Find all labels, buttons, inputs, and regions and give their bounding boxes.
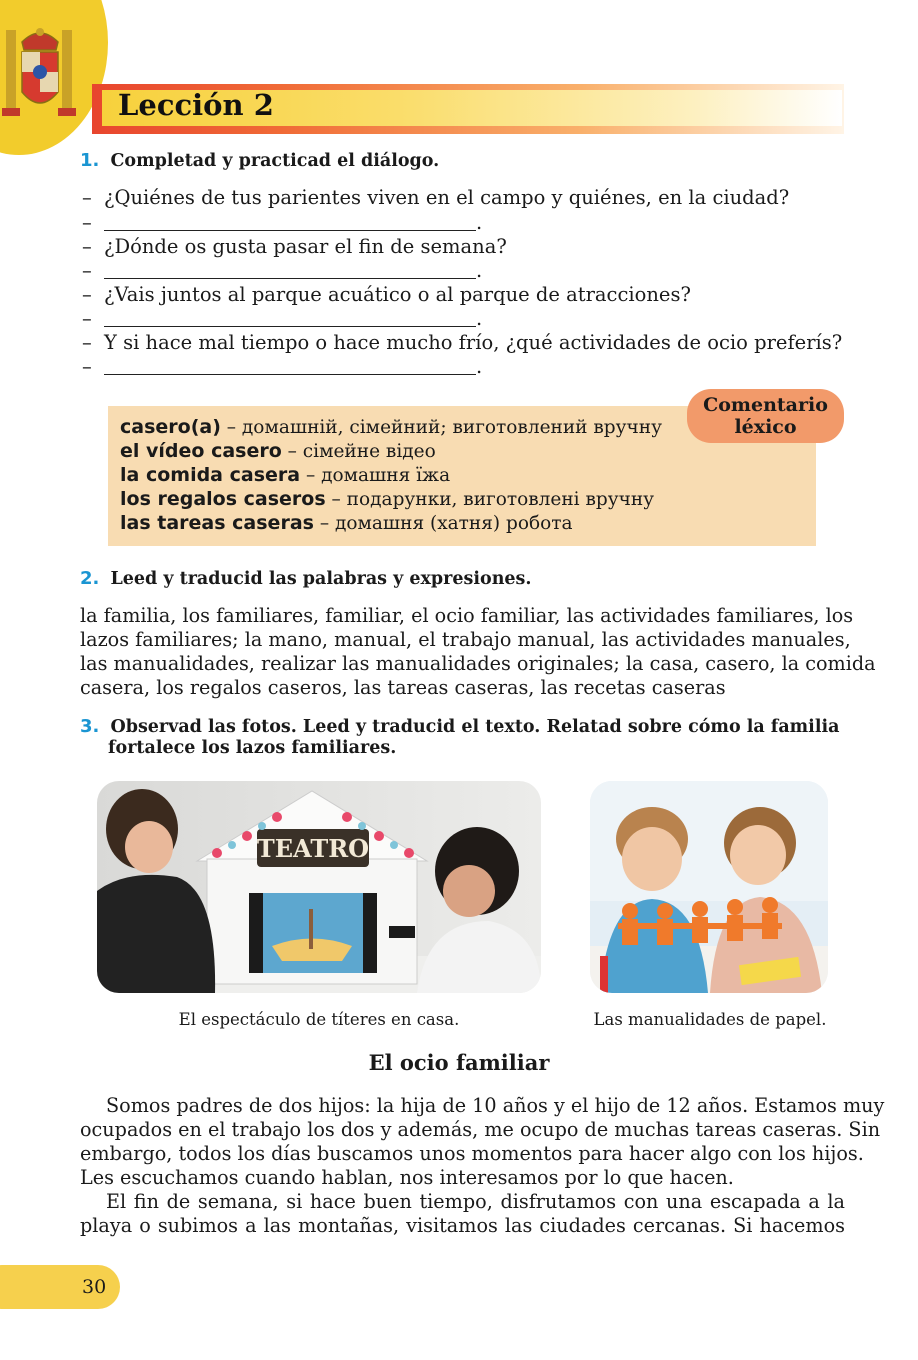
spanish-coat-of-arms-icon bbox=[0, 22, 80, 132]
dialogue-question: – ¿Vais juntos al parque acuático o al parque de atracciones? bbox=[82, 283, 691, 306]
lesson-title: Lección 2 bbox=[118, 88, 274, 122]
theatre-sign: TEATRO bbox=[256, 834, 370, 863]
dialogue-answer-blank: – . bbox=[82, 211, 483, 234]
story-paragraph: Somos padres de dos hijos: la hija de 10 años y el hijo de 12 años. Estamos muy ocupados en el trabajo los dos y además, me ocupo de muchas tareas caseras. Sin embargo, todos los días buscamos unos momentos para hacer algo con los hijos. Les escuchamos cuando hablan, nos interesamos por lo que hacen. El fin de semana, si hace buen tiempo, disfrutamos con una escapada a la playa o subimos a las montañas, visitamos las ciudades cercanas. Si hacemos bbox=[80, 1094, 885, 1237]
story-title: El ocio familiar bbox=[368, 1050, 550, 1075]
vocabulary-tag-line: léxico bbox=[734, 416, 797, 438]
vocabulary-entry: los regalos caseros – подарунки, виготовлені вручну bbox=[120, 488, 655, 510]
exercise-2-heading bbox=[80, 568, 532, 589]
dialogue-question: – Y si hace mal tiempo o hace mucho frío, ¿qué actividades de ocio preferís? bbox=[82, 331, 843, 354]
puppet-theatre-photo bbox=[97, 781, 541, 993]
exercise-title-line: Observad las fotos. Leed y traducid el texto. Relatad sobre cómo la familia bbox=[110, 717, 840, 737]
paper-crafts-photo bbox=[590, 781, 828, 993]
exercise-number: 2. bbox=[80, 568, 100, 589]
photo-caption: Las manualidades de papel. bbox=[593, 1010, 827, 1029]
exercise-number: 3. bbox=[80, 716, 100, 737]
exercise-title: Completad y practicad el diálogo. bbox=[110, 151, 440, 171]
vocabulary-entry: casero(a) – домашній, сімейний; виготовлений вручну bbox=[120, 416, 662, 438]
vocabulary-entry: el vídeo casero – сімейне відео bbox=[120, 440, 436, 462]
photo-caption: El espectáculo de títeres en casa. bbox=[178, 1010, 460, 1029]
word-list-paragraph: la familia, los familiares, familiar, el ocio familiar, las actividades familiares, los lazos familiares; la mano, manual, el trabajo manual, las actividades manuales, las manualidades, realizar las manualidades originales; la casa, casero, la comida casera, los regalos caseros, las tareas caseras, las recetas caseras bbox=[80, 604, 876, 699]
page-number: 30 bbox=[82, 1276, 107, 1298]
vocabulary-entry: la comida casera – домашня їжа bbox=[120, 464, 451, 486]
dialogue-answer-blank: – . bbox=[82, 307, 483, 330]
exercise-1-heading bbox=[80, 150, 439, 171]
exercise-title: Leed y traducid las palabras y expresiones. bbox=[110, 569, 532, 589]
exercise-3-heading bbox=[80, 716, 845, 737]
vocabulary-tag bbox=[687, 389, 844, 443]
dialogue-answer-blank: – . bbox=[82, 259, 483, 282]
vocabulary-entry: las tareas caseras – домашня (хатня) робота bbox=[120, 512, 573, 534]
exercise-title-line: fortalece los lazos familiares. bbox=[108, 738, 397, 758]
exercise-number: 1. bbox=[80, 150, 100, 171]
dialogue-answer-blank: – . bbox=[82, 355, 483, 378]
dialogue-question: – ¿Dónde os gusta pasar el fin de semana? bbox=[82, 235, 507, 258]
dialogue-question: – ¿Quiénes de tus parientes viven en el campo y quiénes, en la ciudad? bbox=[82, 186, 790, 209]
vocabulary-tag-line: Comentario bbox=[703, 394, 828, 416]
